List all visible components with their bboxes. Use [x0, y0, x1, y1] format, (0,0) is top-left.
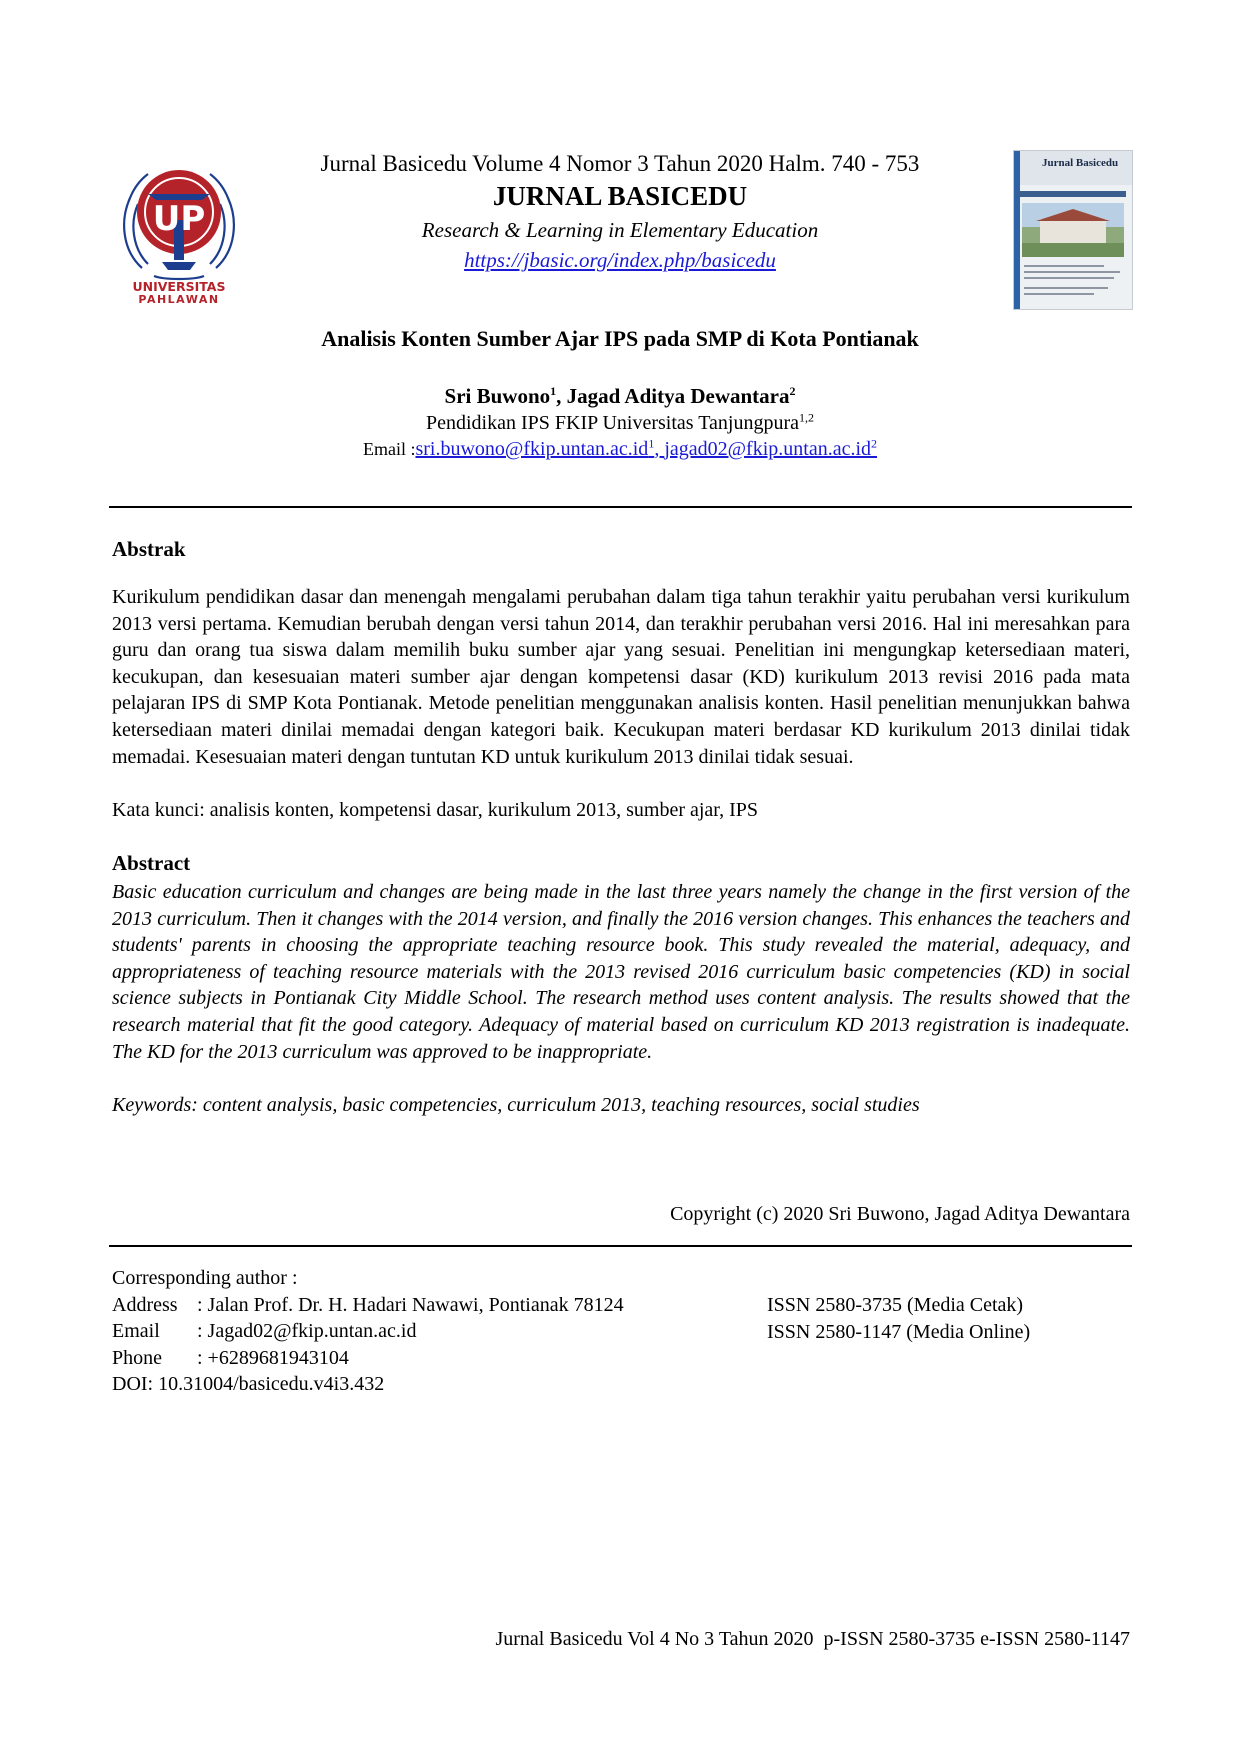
email-1-sup: 1 — [648, 436, 655, 451]
journal-name: JURNAL BASICEDU — [492, 181, 748, 211]
corr-email-value: : Jagad02@fkip.untan.ac.id — [197, 1320, 417, 1342]
affiliation-sup: 1,2 — [799, 410, 815, 425]
phone-label: Phone — [112, 1346, 162, 1369]
university-logo-icon — [120, 150, 238, 306]
email-label: Email : — [362, 439, 416, 459]
abstract-text: Basic education curriculum and changes are being made in the last three years namely the change in the first version of the 2013 curriculum. Then it changes with the 2014 version, and finally the 2016 version changes. This enhances the teachers and students' parents in choosing the appropriate teaching resource book. This study revealed the material, adequacy, and appropriateness of teaching resource materials with the 2013 revised 2016 curriculum basic competencies (KD) in social science subjects in Pontianak City Middle School. The research method uses content analysis. The results showed that the research material that fit the good category. Adequacy of material based on curriculum KD 2013 registration is inadequate. The KD for the 2013 curriculum was approved to be inappropriate. — [112, 881, 1130, 1063]
journal-volume-line: Jurnal Basicedu Volume 4 Nomor 3 Tahun 2020 Halm. 740 - 753 — [320, 151, 920, 176]
author-separator: , — [556, 384, 567, 408]
copyright-notice: Copyright (c) 2020 Sri Buwono, Jagad Aditya Dewantara — [670, 1203, 1130, 1225]
abstrak-text: Kurikulum pendidikan dasar dan menengah mengalami perubahan dalam tiga tahun terakhir yaitu perubahan versi kurikulum 2013 versi pertama. Kemudian berubah dengan versi tahun 2014, dan terakhir perubahan versi 2016. Hal ini meresahkan para guru dan orang tua siswa dalam memilih buku sumber ajar yang sesuai. Penelitian ini mengungkap ketersediaan materi, kecukupan, dan kesesuaian materi sumber ajar dengan kompetensi dasar (KD) kurikulum 2013 revisi 2016 pada mata pelajaran IPS di SMP Kota Pontianak. Metode penelitian menggunakan analisis konten. Hasil penelitian menunjukkan bahwa ketersediaan materi dinilai memadai dengan kategori baik. Kecukupan materi berdasar KD kurikulum 2013 dinilai tidak memadai. Kesesuaian materi dengan tuntutan KD untuk kurikulum 2013 dinilai tidak sesuai. — [112, 586, 1130, 768]
address-label: Address — [112, 1293, 178, 1316]
author-1-sup: 1 — [550, 384, 557, 398]
university-logo — [120, 150, 238, 306]
page-footer: Jurnal Basicedu Vol 4 No 3 Tahun 2020 p-ISSN 2580-3735 e-ISSN 2580-1147 — [495, 1628, 1130, 1650]
abstract-heading: Abstract — [112, 851, 191, 875]
cover-title: Jurnal Basicedu — [1042, 157, 1119, 169]
corresponding-heading: Corresponding author : — [112, 1267, 298, 1289]
corr-email-label: Email — [112, 1320, 160, 1342]
header-divider — [109, 506, 1132, 508]
logo-text-universitas: UNIVERSITAS — [132, 279, 226, 294]
phone-row — [112, 1345, 624, 1372]
abstract-keywords: Keywords: content analysis, basic competencies, curriculum 2013, teaching resources, social studies — [112, 1094, 920, 1116]
affiliation-text: Pendidikan IPS FKIP Universitas Tanjungpura — [425, 412, 800, 434]
email-2-sup: 2 — [871, 436, 878, 451]
email-1-link[interactable] — [415, 438, 877, 460]
journal-cover-thumbnail — [1013, 150, 1133, 310]
author-line — [0, 382, 1240, 410]
logo-text-pahlawan: PAHLAWAN — [138, 293, 220, 306]
paper-title: Analisis Konten Sumber Ajar IPS pada SMP di Kota Pontianak — [321, 326, 919, 351]
email-line — [0, 436, 1240, 462]
abstrak-keywords: Kata kunci: analisis konten, kompetensi dasar, kurikulum 2013, sumber ajar, IPS — [112, 799, 759, 821]
phone-value: : +6289681943104 — [197, 1346, 349, 1369]
author-2: Jagad Aditya Dewantara — [566, 384, 790, 408]
copyright-divider — [109, 1245, 1132, 1247]
author-2-sup: 2 — [789, 384, 796, 398]
address-row — [112, 1292, 624, 1319]
email-1: sri.buwono@fkip.untan.ac.id — [415, 438, 649, 460]
journal-header — [270, 150, 970, 274]
corr-email-row — [112, 1318, 624, 1345]
abstrak-heading: Abstrak — [112, 537, 186, 561]
issn-block — [767, 1292, 1030, 1345]
journal-subtitle: Research & Learning in Elementary Education — [421, 218, 819, 242]
doi: DOI: 10.31004/basicedu.v4i3.432 — [112, 1373, 385, 1395]
cover-building-photo-icon — [1022, 203, 1124, 257]
journal-url-link[interactable]: https://jbasic.org/index.php/basicedu — [464, 248, 776, 272]
corresponding-author-block — [112, 1265, 624, 1398]
address-value: : Jalan Prof. Dr. H. Hadari Nawawi, Pontianak 78124 — [197, 1293, 624, 1316]
affiliation — [0, 410, 1240, 436]
logo-initials: UP — [152, 199, 206, 239]
cover-info-strip — [1018, 191, 1126, 197]
email-2: jagad02@fkip.untan.ac.id — [664, 438, 872, 460]
email-separator: , — [654, 438, 665, 460]
issn-print: ISSN 2580-3735 (Media Cetak) — [767, 1294, 1024, 1316]
issn-online: ISSN 2580-1147 (Media Online) — [767, 1320, 1031, 1343]
cover-side-stripe — [1014, 151, 1020, 309]
author-1: Sri Buwono — [444, 384, 551, 408]
